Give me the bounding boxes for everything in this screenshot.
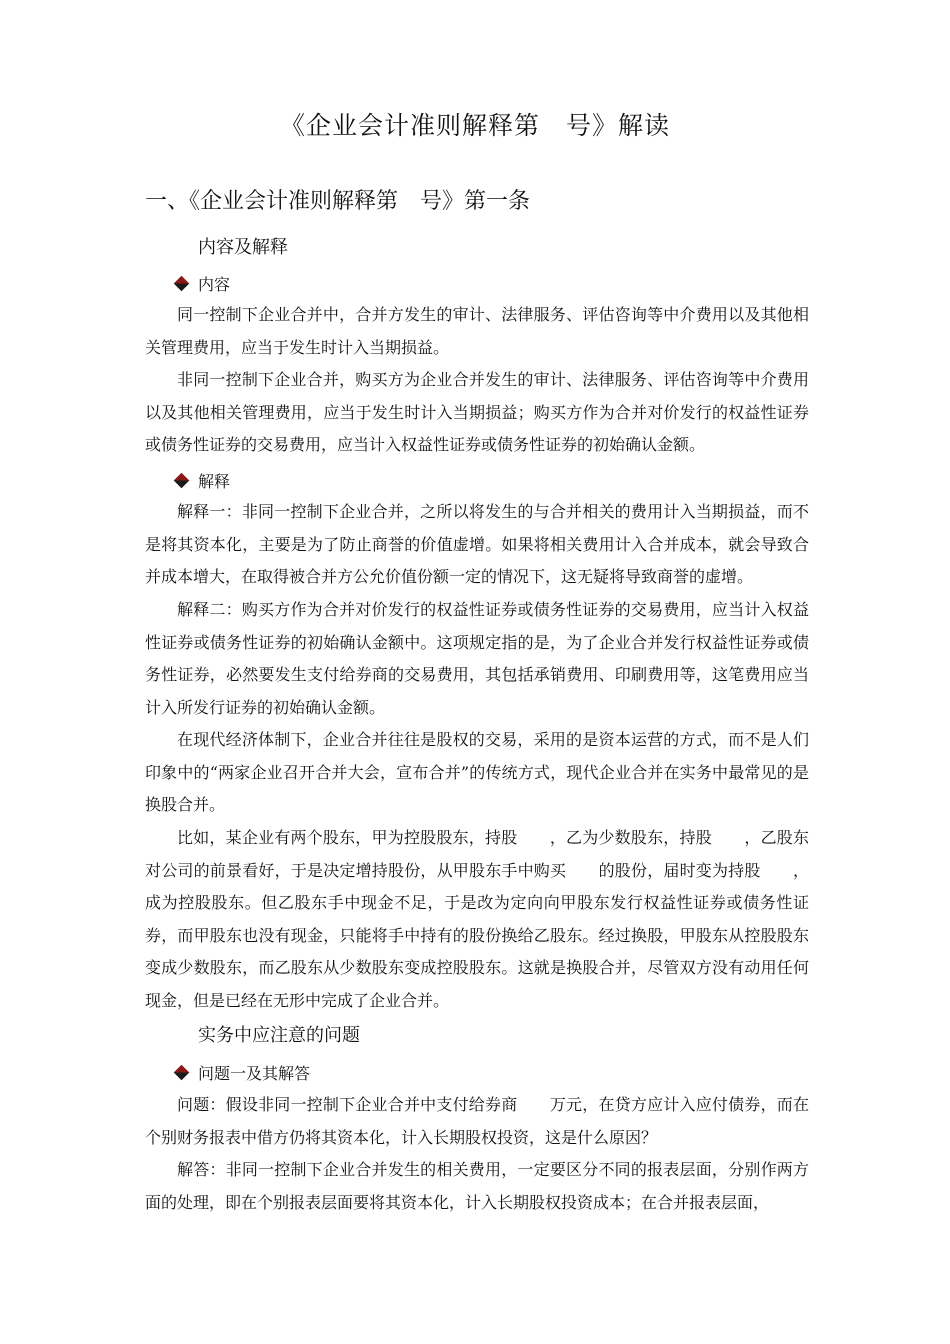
diamond-bullet-icon <box>174 276 190 292</box>
subheading-content-and-explanation: 内容及解释 <box>198 237 288 258</box>
explanation-paragraph-4: 比如，某企业有两个股东，甲为控股股东，持股 ，乙为少数股东，持股 ，乙股东对公司的前景看好，于是决定增持股份，从甲股东手中购买 的股份，届时变为持股 ，成为控股股东。但乙股东手中现金不足，于是改为定向向甲股东发行权益性证券或债务性证券，而甲股东也没有现金，只能将手中持有的股份换给乙股东。经过换股，甲股东从控股股东变成少数股东，而乙股东从少数股东变成控股股东。这就是换股合并，尽管双方没有动用任何现金，但是已经在无形中完成了企业合并。 <box>145 828 809 1010</box>
section-heading: 一、《企业会计准则解释第 号》第一条 <box>145 189 531 214</box>
content-paragraph-1: 同一控制下企业合并中，合并方发生的审计、法律服务、评估咨询等中介费用以及其他相关管理费用，应当于发生时计入当期损益。 <box>145 305 809 357</box>
answer-paragraph: 解答：非同一控制下企业合并发生的相关费用，一定要区分不同的报表层面，分别作两方面的处理，即在个别报表层面要将其资本化，计入长期股权投资成本；在合并报表层面， <box>145 1160 809 1212</box>
bullet-content <box>176 272 230 295</box>
bullet-label: 解释 <box>198 472 231 491</box>
explanation-paragraph-2: 解释二：购买方作为合并对价发行的权益性证券或债务性证券的交易费用，应当计入权益性证券或债务性证券的初始确认金额中。这项规定指的是，为了企业合并发行权益性证券或债务性证券，必然要发生支付给券商的交易费用，其包括承销费用、印刷费用等，这笔费用应当计入所发行证券的初始确认金额。 <box>145 600 809 717</box>
bullet-explanation <box>176 469 230 492</box>
subheading-practical-issues: 实务中应注意的问题 <box>198 1025 360 1046</box>
diamond-bullet-icon <box>174 473 190 489</box>
bullet-label: 问题一及其解答 <box>198 1064 311 1083</box>
question-paragraph: 问题：假设非同一控制下企业合并中支付给券商 万元，在贷方应计入应付债券，而在个别财务报表中借方仍将其资本化，计入长期股权投资，这是什么原因？ <box>145 1095 809 1147</box>
diamond-bullet-icon <box>174 1065 190 1081</box>
bullet-label: 内容 <box>198 275 231 294</box>
explanation-paragraph-1: 解释一：非同一控制下企业合并，之所以将发生的与合并相关的费用计入当期损益，而不是将其资本化，主要是为了防止商誉的价值虚增。如果将相关费用计入合并成本，就会导致合并成本增大，在取得被合并方公允价值份额一定的情况下，这无疑将导致商誉的虚增。 <box>145 502 809 586</box>
document-title: 《企业会计准则解释第 号》解读 <box>279 111 670 140</box>
bullet-question-one <box>176 1061 310 1084</box>
content-paragraph-2: 非同一控制下企业合并，购买方为企业合并发生的审计、法律服务、评估咨询等中介费用以及其他相关管理费用，应当于发生时计入当期损益；购买方作为合并对价发行的权益性证券或债务性证券的交易费用，应当计入权益性证券或债务性证券的初始确认金额。 <box>145 370 809 454</box>
explanation-paragraph-3: 在现代经济体制下，企业合并往往是股权的交易，采用的是资本运营的方式，而不是人们印象中的“两家企业召开合并大会，宣布合并”的传统方式，现代企业合并在实务中最常见的是换股合并。 <box>145 730 809 814</box>
